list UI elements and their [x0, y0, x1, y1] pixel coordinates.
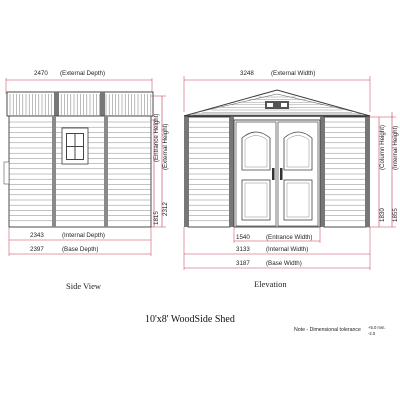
side-internal-depth-label: (Internal Depth): [62, 232, 105, 239]
side-window-pane: [76, 147, 84, 159]
elev-left-door-handle: [272, 168, 275, 180]
elev-column-height-value: 1830: [379, 208, 386, 222]
elev-internal-height-value: 1855: [392, 208, 399, 222]
elev-gable-vent-slot: [267, 103, 273, 107]
elev-entrance-width-label: (Entrance Width): [266, 234, 313, 241]
elev-right-door-handle: [280, 168, 283, 180]
side-view-caption: Side View: [66, 281, 101, 291]
side-external-depth-label: (External Depth): [60, 70, 106, 77]
side-window-pane: [67, 147, 75, 159]
elev-external-width-label: (External Width): [271, 70, 316, 77]
side-external-height-value: 2312: [162, 202, 169, 216]
side-window-pane: [67, 134, 75, 146]
elev-internal-width-label: (Internal Width): [266, 246, 309, 253]
drawing-title: 10'x8' WoodSide Shed: [145, 314, 235, 325]
side-vent: [4, 162, 9, 184]
side-external-depth-value: 2470: [34, 70, 48, 77]
elev-gable-vent-slot: [281, 103, 287, 107]
elev-base-width-label: (Base Width): [266, 260, 302, 267]
side-wall-post: [104, 116, 108, 227]
elev-entrance-width-value: 1540: [236, 234, 250, 241]
elev-left-corner-column: [184, 117, 189, 227]
elev-column-height-label: (Column Height): [379, 124, 386, 170]
elev-external-width-value: 3248: [240, 70, 254, 77]
elevation-caption: Elevation: [254, 279, 287, 289]
side-base-depth-label: (Base Depth): [62, 246, 99, 253]
tolerance-lower: -2.0: [368, 331, 376, 336]
side-external-height-label: (External Height): [162, 123, 169, 170]
side-base-depth-value: 2397: [30, 246, 44, 253]
side-entrance-height-label: (Entrance Height): [153, 113, 160, 162]
side-window-pane: [76, 134, 84, 146]
elev-base-width-value: 3187: [236, 260, 250, 267]
side-entrance-height-value: 1815: [153, 211, 160, 225]
side-roof-rib: [100, 92, 105, 116]
side-internal-depth-value: 2343: [30, 232, 44, 239]
elevation-view: [184, 70, 399, 289]
elev-internal-height-label: (Internal Height): [392, 125, 399, 170]
side-roof: [7, 92, 153, 116]
elev-right-corner-column: [365, 117, 370, 227]
side-roof-rib: [54, 92, 59, 116]
tolerance-upper: +5.0 mm.: [368, 325, 386, 330]
side-wall-post: [52, 116, 56, 227]
side-view: [4, 70, 169, 291]
elev-door-column-left: [229, 117, 234, 227]
tolerance-note: Note - Dimensional tolerance: [294, 327, 361, 333]
elev-internal-width-value: 3133: [236, 246, 250, 253]
elev-door-column-right: [320, 117, 325, 227]
